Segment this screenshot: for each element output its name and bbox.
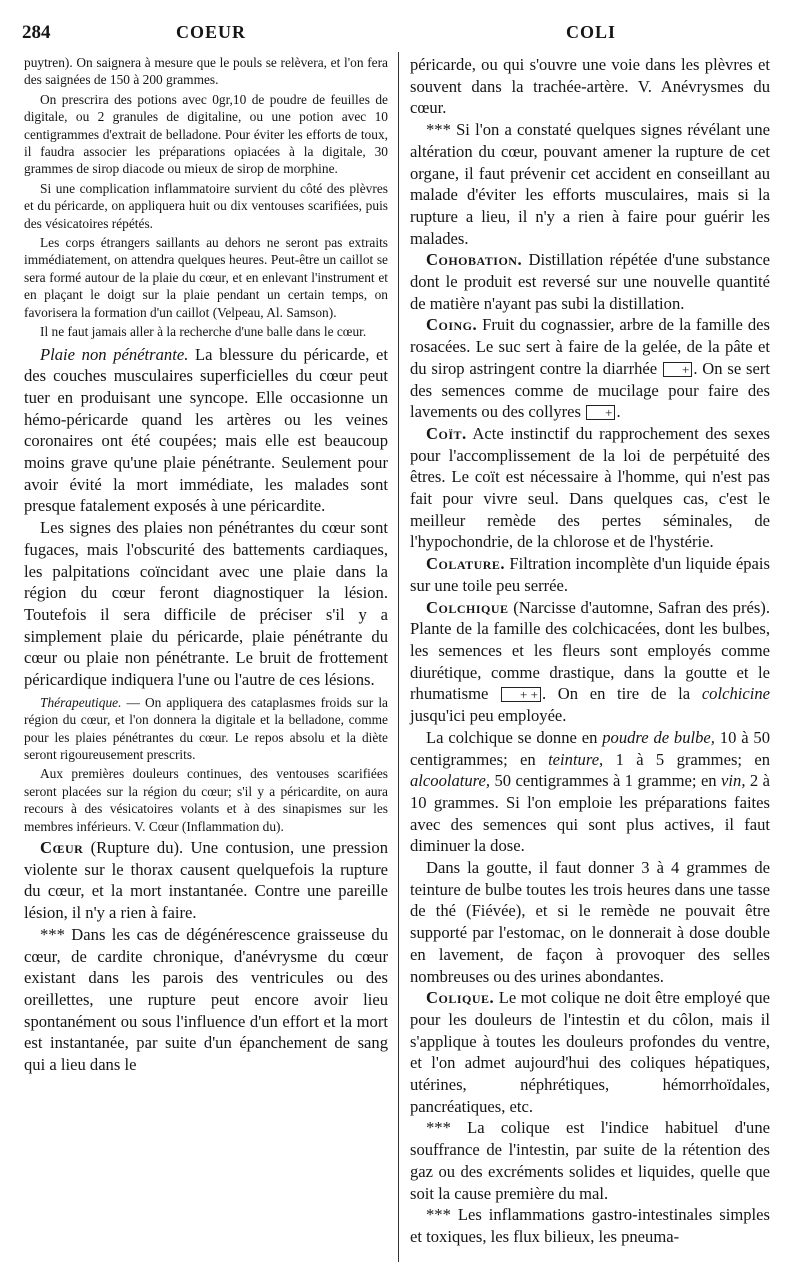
paragraph: *** Si l'on a constaté quelques signes révélant une altération du cœur, pouvant amener la rupture de cet organe, il faut prévenir cet accident en conseillant au malade d'éviter les efforts musculaires, mais si la rupture a lieu, il n'y a rien à faire pour guérir les malades. [410,120,770,248]
italic-term: teinture, [548,749,604,769]
text-run: 50 centigrammes à 1 gramme; en [494,771,717,791]
boxed-plus-icon: + [663,362,692,377]
paragraph: *** Les inflammations gastro-intestinales simples et toxiques, les flux bilieux, les pneuma- [410,1205,770,1246]
boxed-plus-plus-icon: + + [501,687,541,702]
paragraph: péricarde, ou qui s'ouvre une voie dans les plèvres et souvent dans la trachée-artère. V. Anévrysmes du cœur. [410,55,770,118]
text-run: 2 à 10 grammes. Si l'on emploie les préparations faites avec des semences qui sont plus actives, il faut diminuer la dose. [410,771,770,856]
entry-headword: Colique. [426,988,495,1008]
paragraph-body: (Narcisse d'automne, Safran des prés). Plante de la famille des colchicacées, dont les bulbes, les semences et les fleurs sont employés comme diurétique, comme drastique, dans la goutte et le rhumatisme [410,597,770,704]
entry-headword: Cohobation. [426,250,523,270]
italic-term: alcoolature, [410,771,491,791]
paragraph: Aux premières douleurs continues, des ventouses scarifiées seront placées sur la région du cœur; s'il y a péricardite, on aura recours à des vésicatoires volants et à des sinapismes sur les membres inférieurs. V. Cœur (Inflammation du). [24,766,388,834]
text-run: La colchique se donne en [426,727,598,747]
page-number: 284 [22,22,51,43]
paragraph: *** Dans les cas de dégénérescence graisseuse du cœur, de cardite chronique, d'anévrysme du cœur existant dans les parois des ventricules ou des oreillettes, une rupture peut encore avoir lieu spontanément ou sous l'influence d'un effort et la mort est instantanée, par suite d'un épanchement de sang qui a lieu dans le [24,924,388,1075]
left-column [24,54,388,1076]
entry-paragraph [410,553,770,596]
running-head-left: COEUR [176,22,247,42]
paragraph-body: jusqu'ici peu employée. [410,706,567,726]
boxed-plus-icon: + [586,405,615,420]
entry-paragraph [410,987,770,1117]
italic-term: poudre de bulbe, [602,727,715,747]
paragraph: Dans la goutte, il faut donner 3 à 4 grammes de teinture de bulbe toutes les trois heures dans une tasse de thé (Fiévée), et si le remède ne pouvait être supporté par l'estomac, on le donnerait à dose double en lavement, de façon à provoquer des selles nombreuses ou des urines abondantes. [410,858,770,986]
entry-paragraph [24,837,388,924]
entry-headword: Coing. [426,315,478,335]
paragraph-body: On en tire de la [557,684,691,704]
italic-term: vin, [721,771,746,791]
paragraph: puytren). On saignera à mesure que le pouls se relèvera, et l'on fera des saignées de 150 à 200 grammes. [24,55,388,88]
paragraph: Les signes des plaies non pénétrantes du cœur sont fugaces, mais l'obscurité des battements cardiaques, les palpitations coïncidant avec une plaie dans la région du cœur feront diagnostiquer la lésion. Toutefois il sera difficile de préciser s'il y a simplement plaie du péricarde, plaie pénétrante du cœur ou plaie non pénétrante. Le bruit de frottement péricardique indiquera l'une ou l'autre de ces lésions. [24,518,388,690]
page-header [0,22,800,52]
entry-headword: Colchique [426,597,509,617]
column-rule [398,52,399,1262]
entry-paragraph [410,249,770,314]
paragraph-body: — On appliquera des cataplasmes froids sur la région du cœur, et l'on donnera la digitale et la belladone, comme pour les plaies pénétrantes du cœur. Le repos absolu et la diète seront rigoureusement prescrits. [24,694,388,762]
paragraph: On prescrira des potions avec 0gr,10 de poudre de feuilles de digitale, ou 2 granules de digitaline, ou une potion avec 10 centigrammes d'extrait de belladone. Pour éviter les efforts de toux, il faudra associer les préparations opiacées à la digitale, 30 grammes de sirop diacode ou mieux de sirop de morphine. [24,91,388,177]
paragraph: Il ne faut jamais aller à la recherche d'une balle dans le cœur. [40,324,367,340]
paragraph-body: Distillation répétée d'une substance dont le produit est reversé sur une nouvelle quantité de matière n'ayant pas subi la distillation. [410,250,770,313]
entry-headword: Cœur [40,838,84,857]
paragraph-lead: Plaie non pénétrante. [40,344,189,364]
paragraph: Les corps étrangers saillants au dehors ne seront pas extraits immédiatement, on attendra quelques heures. Peut-être un caillot se sera formé autour de la plaie du cœur, et en enlevant l'instrument et en plaçant le doigt sur la plaie pendant un certain temps, on favorisera la formation d'un caillot (Velpeau, Al. Samson). [24,235,388,320]
paragraph-body: Fruit du cognassier, arbre de la famille des rosacées. Le suc sert à faire de la gelée, de la pâte et du sirop astringent contre la diarrhée [410,315,770,378]
paragraph-body: Filtration incomplète d'un liquide épais sur une toile peu serrée. [410,554,770,595]
paragraph-body: Acte instinctif du rapprochement des sexes pour l'accomplissement de la loi de perpétuité des êtres. Le coït est nécessaire à l'homme, qui n'est pas fait pour vivre seul. Dans quelques cas, c'est le meilleur remède des pertes séminales, de l'hypochondrie, de la chlorose et de l'hystérie. [410,423,770,552]
entry-paragraph: Colchique (Narcisse d'automne, Safran des prés). Plante de la famille des colchicacées, dont les bulbes, les semences et les fleurs sont employés comme diurétique, comme drastique, dans la goutte et le rhumatisme + + . On en tire de la colchicine jusqu'ici peu employée. [410,597,770,726]
entry-paragraph: Coing. Fruit du cognassier, arbre de la famille des rosacées. Le suc sert à faire de la gelée, de la pâte et du sirop astringent contre la diarrhée + . On se sert des semences comme de mucilage pour faire des lavements ou des collyres + . [410,315,771,422]
entry-headword: Colature. [426,554,506,574]
paragraph-body: La blessure du péricarde, et des couches musculaires superficielles du cœur peut tuer en produisant une syncope. Elle occasionne un hémo-péricarde quand les artères ou les veines coronaires ont été coupées; mais elle est beaucoup moins grave qu'une plaie pénétrante. Seulement pour avoir évité la mort immédiate, les malades sont presque fatalement exposés à une péricardite. [24,344,388,516]
entry-headword: Coït. [426,423,467,443]
right-column [410,54,770,1248]
italic-term: colchicine [701,684,770,704]
text-run: 1 à 5 grammes; en [615,749,771,769]
text-run: 10 à 50 centigrammes; en [410,727,771,769]
paragraph [24,694,388,764]
entry-paragraph [410,423,770,553]
paragraph-lead: Thérapeutique. [40,694,122,710]
running-head-right: COLI [566,22,617,42]
paragraph: Si une complication inflammatoire survient du côté des plèvres et du péricarde, on appliquera huit ou dix ventouses scarifiées, puis des vésicatoires répétés. [24,180,388,231]
paragraph: *** La colique est l'indice habituel d'une souffrance de l'intestin, par suite de la rétention des gaz ou des excréments solides et liquides, quelle que soit la cause première du mal. [410,1118,770,1203]
paragraph-body: Le mot colique ne doit être employé que pour les douleurs de l'intestin et du côlon, mais il s'applique à toutes les douleurs profondes du ventre, et l'on admet aujourd'hui des coliques hépatiques, utérines, néphrétiques, hémorrhoïdales, pancréatiques, etc. [410,988,770,1116]
paragraph [410,727,770,857]
paragraph-body: On se sert des semences comme de mucilage pour faire des lavements ou des collyres [410,358,771,422]
paragraph [24,344,388,518]
paragraph-body: (Rupture du). Une contusion, une pression violente sur le thorax causent quelquefois la rupture du cœur, et la mort instantanée. Contre une pareille lésion, il n'y a rien à faire. [24,838,388,923]
